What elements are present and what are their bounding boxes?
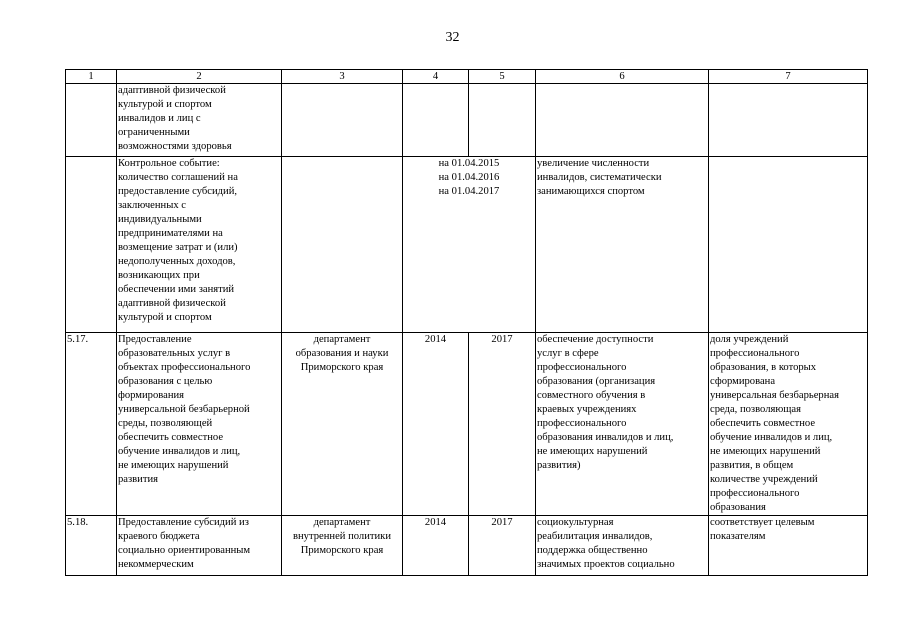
target-indicator-line: сформирована: [710, 376, 776, 387]
responsible-executor-line: Приморского края: [300, 362, 384, 373]
expected-result-line: совместного обучения в: [537, 390, 646, 401]
expected-result-line: не имеющих нарушений: [537, 446, 648, 457]
expected-result: [536, 516, 709, 576]
target-indicator-line: обучение инвалидов и лиц,: [710, 432, 833, 443]
activity-name-line: среды, позволяющей: [118, 418, 213, 429]
responsible-executor-line: Приморского края: [300, 545, 384, 556]
activity-name-line: обеспечении ими занятий: [118, 284, 235, 295]
responsible-executor-line: департамент: [313, 334, 371, 345]
activity-name-line: возникающих при: [118, 270, 200, 281]
page-number: 32: [445, 30, 460, 45]
responsible-executor: [282, 157, 403, 333]
target-indicator-line: универсальная безбарьерная: [710, 390, 839, 401]
header-cell: 1: [66, 70, 117, 84]
target-indicator-line: обеспечить совместное: [710, 418, 816, 429]
activity-name: [117, 84, 282, 157]
activity-name-line: индивидуальными: [118, 214, 202, 225]
header-cell: 3: [282, 70, 403, 84]
activity-name-line: заключенных с: [118, 200, 186, 211]
activity-name: [117, 516, 282, 576]
target-indicator-line: развития, в общем: [710, 460, 794, 471]
row-number: 5.17.: [66, 333, 117, 516]
responsible-executor-line: образования и науки: [295, 348, 389, 359]
expected-result-line: развития): [537, 460, 581, 471]
activity-name-line: культурой и спортом: [118, 312, 212, 323]
activity-name-line: обучение инвалидов и лиц,: [118, 446, 241, 457]
expected-result-line: краевых учреждениях: [537, 404, 637, 415]
control-dates: [403, 157, 536, 333]
target-indicator-line: профессионального: [710, 348, 800, 359]
expected-result: [536, 84, 709, 157]
activity-name-line: формирования: [118, 390, 185, 401]
expected-result-line: образования инвалидов и лиц,: [537, 432, 674, 443]
header-cell: 4: [403, 70, 469, 84]
activity-name-line: адаптивной физической: [118, 85, 226, 96]
responsible-executor-line: департамент: [313, 517, 371, 528]
target-indicator-line: не имеющих нарушений: [710, 446, 821, 457]
activity-name-line: количество соглашений на: [118, 172, 238, 183]
target-indicator-line: доля учреждений: [710, 334, 789, 345]
activity-name-line: инвалидов и лиц с: [118, 113, 201, 124]
expected-result-line: значимых проектов социально: [537, 559, 675, 570]
table-row: [66, 157, 868, 333]
program-table: [65, 69, 868, 576]
row-number: [66, 157, 117, 333]
activity-name-line: недополученных доходов,: [118, 256, 236, 267]
row-number: [66, 84, 117, 157]
target-indicator-line: количестве учреждений: [710, 474, 818, 485]
activity-name-line: возмещение затрат и (или): [118, 242, 238, 253]
activity-name-line: развития: [118, 474, 159, 485]
activity-name-line: предоставление субсидий,: [118, 186, 238, 197]
target-indicator-line: образования, в которых: [710, 362, 817, 373]
activity-name-line: ограниченными: [118, 127, 190, 138]
start-year: [403, 84, 469, 157]
activity-name-line: Контрольное событие:: [118, 158, 220, 169]
expected-result-line: обеспечение доступности: [537, 334, 654, 345]
row-number: 5.18.: [66, 516, 117, 576]
target-indicator-line: профессионального: [710, 488, 800, 499]
control-dates-line: на 01.04.2017: [438, 186, 500, 197]
target-indicator: [709, 516, 868, 576]
activity-name: [117, 157, 282, 333]
activity-name-line: предпринимателями на: [118, 228, 223, 239]
target-indicator-line: соответствует целевым: [710, 517, 815, 528]
expected-result-line: поддержка общественно: [537, 545, 648, 556]
expected-result: [536, 333, 709, 516]
target-indicator-line: образования: [710, 502, 766, 513]
activity-name-line: культурой и спортом: [118, 99, 212, 110]
activity-name-line: не имеющих нарушений: [118, 460, 229, 471]
expected-result-line: увеличение численности: [537, 158, 650, 169]
activity-name-line: адаптивной физической: [118, 298, 226, 309]
end-year: [469, 84, 536, 157]
target-indicator-line: среда, позволяющая: [710, 404, 801, 415]
header-cell: 2: [117, 70, 282, 84]
expected-result-line: социокультурная: [537, 517, 614, 528]
table-row: [66, 84, 868, 157]
header-cell: 7: [709, 70, 868, 84]
activity-name-line: образования с целью: [118, 376, 213, 387]
activity-name-line: универсальной безбарьерной: [118, 404, 250, 415]
target-indicator: [709, 84, 868, 157]
expected-result-line: реабилитация инвалидов,: [537, 531, 653, 542]
activity-name-line: Предоставление субсидий из: [118, 517, 249, 528]
target-indicator-line: показателям: [710, 531, 766, 542]
table-row: [66, 333, 868, 516]
activity-name-line: Предоставление: [118, 334, 192, 345]
responsible-executor-line: внутренней политики: [293, 531, 391, 542]
expected-result-line: услуг в сфере: [537, 348, 599, 359]
responsible-executor: [282, 84, 403, 157]
activity-name-line: обеспечить совместное: [118, 432, 224, 443]
expected-result-line: образования (организация: [537, 376, 656, 387]
activity-name-line: социально ориентированным: [118, 545, 251, 556]
responsible-executor: [282, 333, 403, 516]
control-dates-line: на 01.04.2015: [438, 158, 500, 169]
start-year: 2014: [403, 516, 469, 576]
activity-name-line: некоммерческим: [118, 559, 194, 570]
activity-name-line: возможностями здоровья: [118, 141, 232, 152]
target-indicator: [709, 333, 868, 516]
table-row: [66, 516, 868, 576]
end-year: 2017: [469, 516, 536, 576]
expected-result-line: профессионального: [537, 362, 627, 373]
activity-name-line: образовательных услуг в: [118, 348, 231, 359]
start-year: 2014: [403, 333, 469, 516]
end-year: 2017: [469, 333, 536, 516]
activity-name-line: объектах профессионального: [118, 362, 251, 373]
header-cell: 6: [536, 70, 709, 84]
control-dates-line: на 01.04.2016: [438, 172, 500, 183]
responsible-executor: [282, 516, 403, 576]
target-indicator: [709, 157, 868, 333]
expected-result-line: профессионального: [537, 418, 627, 429]
header-row: [66, 70, 868, 84]
activity-name-line: краевого бюджета: [118, 531, 200, 542]
activity-name: [117, 333, 282, 516]
expected-result-line: инвалидов, систематически: [537, 172, 662, 183]
expected-result-line: занимающихся спортом: [537, 186, 645, 197]
header-cell: 5: [469, 70, 536, 84]
expected-result: [536, 157, 709, 333]
